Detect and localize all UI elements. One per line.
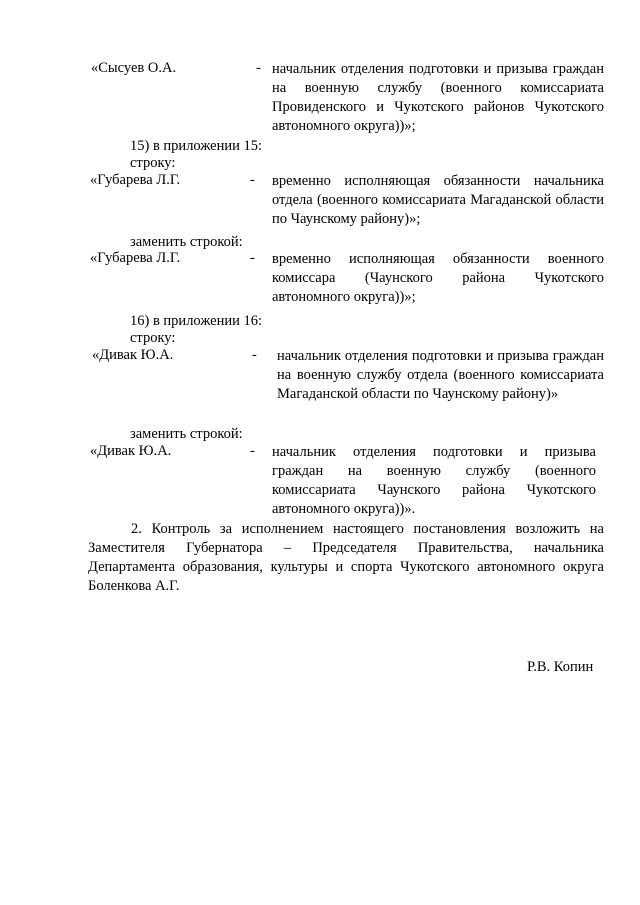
entry-dash: - bbox=[252, 347, 257, 363]
entry-name: «Губарева Л.Г. bbox=[90, 172, 181, 188]
entry-description: начальник отделения подготовки и призыва граждан на военную службу отдела (военного комиссариата Магаданской области по Чаунскому району)» bbox=[277, 348, 604, 402]
entry-description: начальник отделения подготовки и призыва граждан на военную службу (военного комиссариата Чаунского района Чукотского автономного округа))». bbox=[272, 444, 596, 517]
appendix-16-heading: 16) в приложении 16: bbox=[130, 313, 263, 329]
entry-name: «Дивак Ю.А. bbox=[90, 443, 172, 459]
line-label: строку: bbox=[130, 155, 176, 171]
entry-dash: - bbox=[250, 172, 255, 188]
entry-description: временно исполняющая обязанности военного комиссара (Чаунского района Чукотского автономного округа))»; bbox=[272, 251, 604, 305]
entry-name: «Губарева Л.Г. bbox=[90, 250, 181, 266]
signature: Р.В. Копин bbox=[527, 659, 594, 675]
paragraph-control: 2. Контроль за исполнением настоящего постановления возложить на Заместителя Губернатора – Председателя Правительства, начальника Департамента образования, культуры и спорта Чукотского автономного округа Боленкова А.Г. bbox=[88, 521, 604, 594]
entry-description: начальник отделения подготовки и призыва граждан на военную службу (военного комиссариата Провиденского и Чукотского районов Чукотского автономного округа))»; bbox=[272, 61, 604, 134]
entry-description: временно исполняющая обязанности начальника отдела (военного комиссариата Магаданской области по Чаунскому району)»; bbox=[272, 173, 604, 227]
entry-dash: - bbox=[256, 60, 261, 76]
replace-label: заменить строкой: bbox=[130, 234, 243, 250]
entry-name: «Дивак Ю.А. bbox=[92, 347, 174, 363]
line-label: строку: bbox=[130, 330, 176, 346]
entry-dash: - bbox=[250, 443, 255, 459]
appendix-15-heading: 15) в приложении 15: bbox=[130, 138, 263, 154]
entry-name: «Сысуев О.А. bbox=[91, 60, 177, 76]
entry-dash: - bbox=[250, 250, 255, 266]
replace-label: заменить строкой: bbox=[130, 426, 243, 442]
